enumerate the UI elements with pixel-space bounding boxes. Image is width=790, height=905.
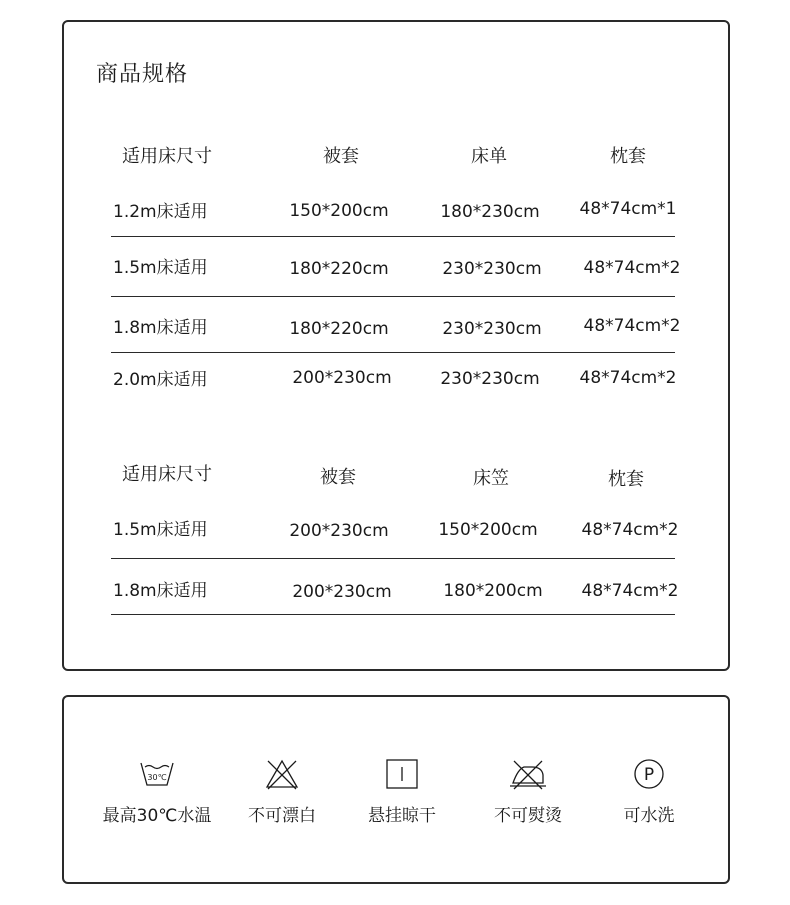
table-cell: 1.5m床适用 — [113, 258, 208, 278]
table-cell: 2.0m床适用 — [113, 370, 208, 390]
page-title: 商品规格 — [96, 62, 189, 87]
table-cell: 230*230cm — [442, 319, 542, 339]
care-item-no-bleach — [217, 757, 347, 826]
table-cell: 200*230cm — [292, 368, 392, 388]
wash-30-icon — [137, 757, 177, 791]
table-cell: 48*74cm*2 — [581, 581, 679, 601]
table-cell: 1.8m床适用 — [113, 581, 208, 601]
t1-header-duvet: 被套 — [323, 146, 359, 167]
table-cell: 1.5m床适用 — [113, 520, 208, 540]
t1-header-sheet: 床单 — [471, 146, 507, 167]
table-cell: 200*230cm — [292, 582, 392, 602]
t2-header-pillow: 枕套 — [608, 469, 644, 490]
table-cell: 180*230cm — [440, 202, 540, 222]
table-cell: 180*200cm — [443, 581, 543, 601]
care-label: 最高30℃水温 — [102, 806, 212, 826]
table-cell: 180*220cm — [289, 259, 389, 279]
table-cell: 48*74cm*2 — [583, 316, 681, 336]
row-divider — [111, 614, 675, 615]
no-bleach-icon — [262, 757, 302, 791]
t2-header-fitted-sheet: 床笠 — [473, 468, 509, 489]
table-cell: 180*220cm — [289, 319, 389, 339]
care-label: 不可熨烫 — [494, 806, 562, 826]
t2-header-size: 适用床尺寸 — [122, 464, 212, 485]
table-cell: 150*200cm — [438, 520, 538, 540]
care-item-professional — [584, 757, 714, 826]
t2-header-duvet: 被套 — [320, 467, 356, 488]
t1-header-pillow: 枕套 — [610, 146, 646, 167]
row-divider — [111, 558, 675, 559]
table-cell: 230*230cm — [442, 259, 542, 279]
table-cell: 150*200cm — [289, 201, 389, 221]
hang-dry-icon — [382, 757, 422, 791]
table-cell: 48*74cm*2 — [583, 258, 681, 278]
care-item-wash — [92, 757, 222, 826]
spec-panel — [62, 20, 730, 671]
row-divider — [111, 352, 675, 353]
professional-badge: P — [643, 765, 655, 785]
table-cell: 48*74cm*2 — [579, 368, 677, 388]
care-item-no-iron — [463, 757, 593, 826]
table-cell: 200*230cm — [289, 521, 389, 541]
care-label: 可水洗 — [623, 806, 675, 826]
table-cell: 48*74cm*1 — [579, 199, 677, 219]
table-cell: 48*74cm*2 — [581, 520, 679, 540]
row-divider — [111, 236, 675, 237]
care-label: 不可漂白 — [248, 806, 316, 826]
table-cell: 230*230cm — [440, 369, 540, 389]
table-cell: 1.8m床适用 — [113, 318, 208, 338]
wash-temp-badge: 30℃ — [147, 773, 167, 782]
table-cell: 1.2m床适用 — [113, 202, 208, 222]
professional-clean-p-icon — [629, 757, 669, 791]
care-item-hang-dry — [337, 757, 467, 826]
care-label: 悬挂晾干 — [368, 806, 436, 826]
t1-header-size: 适用床尺寸 — [122, 146, 212, 167]
row-divider — [111, 296, 675, 297]
no-iron-icon — [508, 757, 548, 791]
